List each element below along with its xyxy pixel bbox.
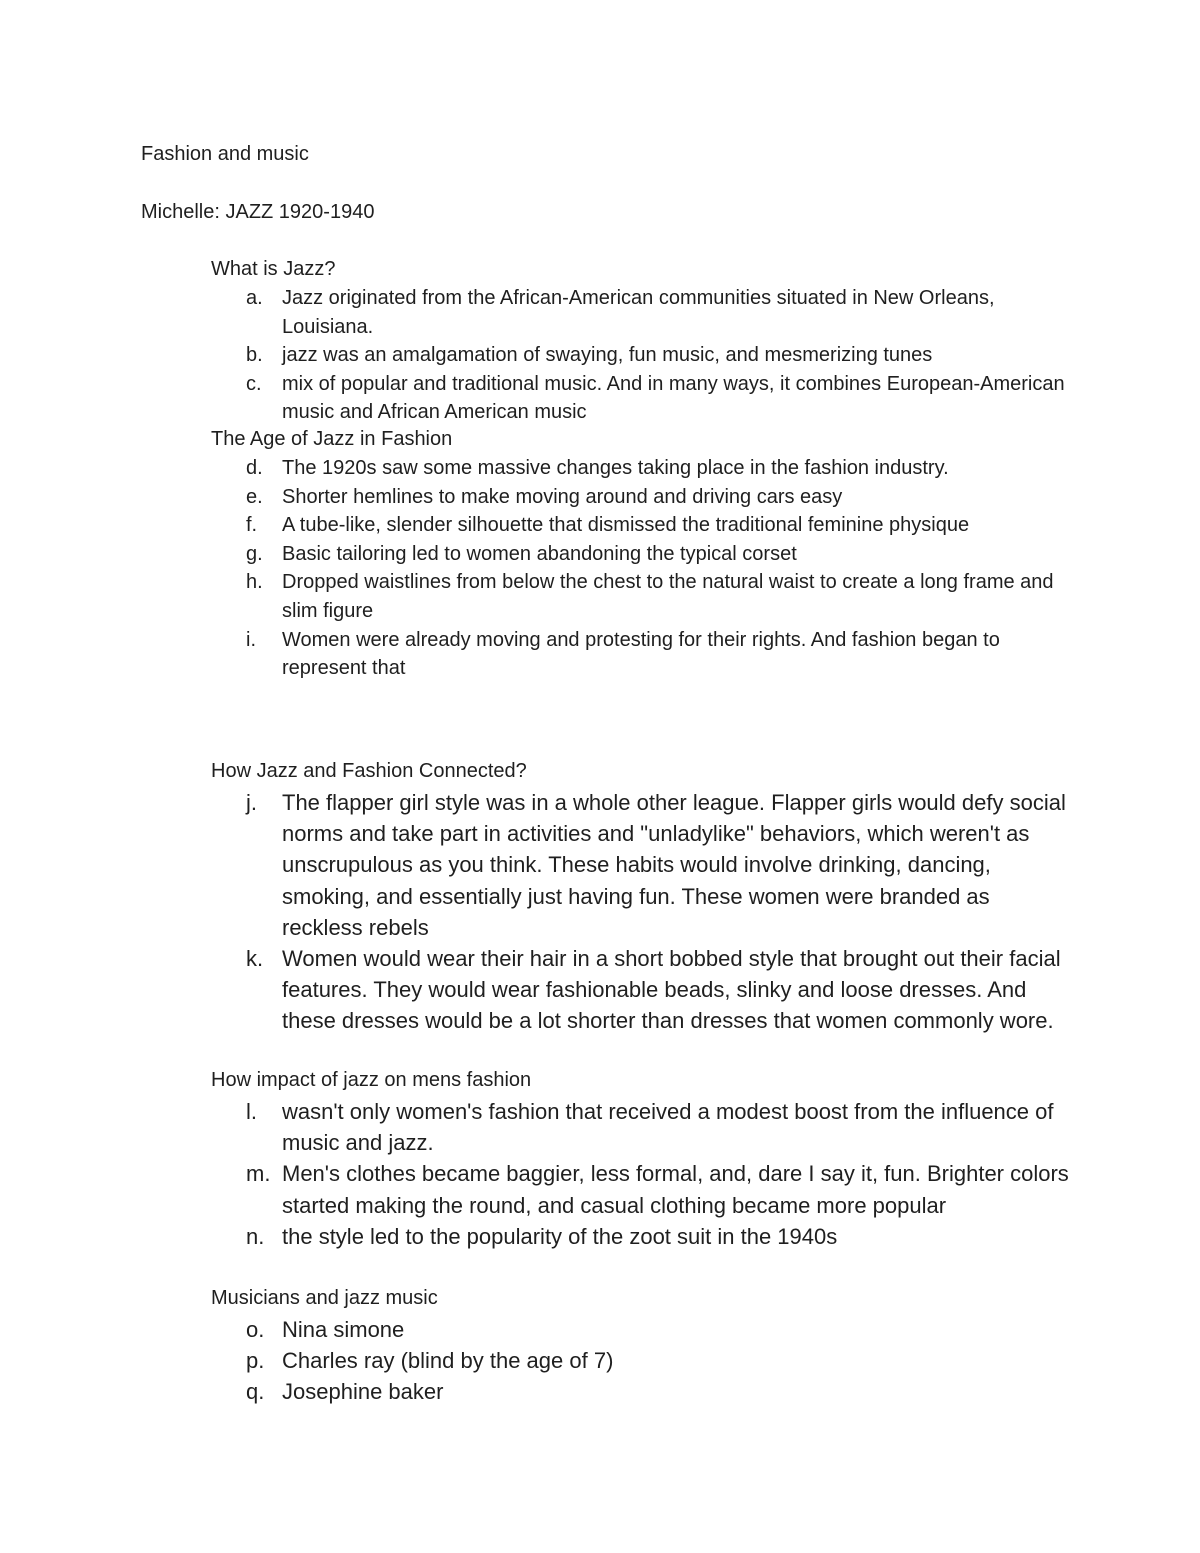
author-line: Michelle: JAZZ 1920-1940 [141, 201, 375, 223]
section-what-is-jazz [211, 255, 1071, 427]
list-item [211, 1158, 1071, 1220]
list-item [211, 284, 1071, 341]
list-marker: a. [246, 287, 263, 309]
list-item [211, 1314, 1071, 1345]
list-item [211, 370, 1071, 427]
list-item [211, 568, 1071, 625]
list-item-text: Jazz originated from the African-American communities situated in New Orleans, Louisiana. [282, 287, 995, 338]
section-heading: Musicians and jazz music [211, 1287, 438, 1309]
section-heading: How Jazz and Fashion Connected? [211, 760, 527, 782]
item-list [211, 284, 1071, 427]
list-item-text: Women would wear their hair in a short bobbed style that brought out their facial features. They would wear fashionable beads, slinky and loose dresses. And these dresses would be a lot shorter than dresses that women commonly wore. [282, 946, 1061, 1034]
list-item-text: Basic tailoring led to women abandoning the typical corset [282, 542, 797, 565]
list-item-text: The flapper girl style was in a whole other league. Flapper girls would defy social norms and take part in activities and "unladylike" behaviors, which weren't as unscrupulous as you think. These habits would involve drinking, dancing, smoking, and essentially just having fun. These women were branded as reckless rebels [282, 790, 1066, 940]
list-item [211, 626, 1071, 683]
item-list [211, 454, 1071, 683]
list-marker: b. [246, 344, 263, 367]
list-item-text: Charles ray (blind by the age of 7) [282, 1348, 614, 1374]
list-marker: o. [246, 1317, 265, 1342]
section-mens-fashion [211, 1065, 1071, 1252]
list-item [211, 943, 1071, 1037]
document-title: Fashion and music [141, 143, 309, 165]
list-item-text: the style led to the popularity of the zoot suit in the 1940s [282, 1223, 838, 1249]
list-item-text: Shorter hemlines to make moving around and driving cars easy [282, 485, 843, 508]
list-marker: i. [246, 628, 256, 651]
section-musicians [211, 1283, 1071, 1408]
list-item-text: jazz was an amalgamation of swaying, fun music, and mesmerizing tunes [282, 344, 933, 367]
item-list [211, 1314, 1071, 1408]
list-marker: l. [246, 1099, 257, 1124]
list-marker: n. [246, 1223, 265, 1249]
list-item-text: Nina simone [282, 1317, 405, 1342]
list-item [211, 1376, 1071, 1407]
list-marker: p. [246, 1348, 265, 1374]
list-marker: m. [246, 1161, 271, 1187]
section-jazz-fashion-connected [211, 756, 1071, 1037]
section-heading: What is Jazz? [211, 258, 336, 280]
list-item-text: Dropped waistlines from below the chest to the natural waist to create a long frame and slim figure [282, 571, 1054, 622]
item-list [211, 1096, 1071, 1252]
list-marker: q. [246, 1379, 265, 1405]
section-age-of-jazz-in-fashion [211, 425, 1071, 683]
item-list [211, 787, 1071, 1037]
list-marker: j. [246, 790, 257, 815]
list-marker: f. [246, 514, 258, 537]
list-item [211, 511, 1071, 540]
list-marker: c. [246, 372, 262, 395]
section-heading: How impact of jazz on mens fashion [211, 1069, 532, 1091]
list-marker: k. [246, 946, 264, 972]
list-item-text: Josephine baker [282, 1379, 444, 1405]
list-item-text: A tube-like, slender silhouette that dismissed the traditional feminine physique [282, 514, 970, 537]
list-marker: g. [246, 542, 263, 565]
list-item [211, 341, 1071, 370]
list-item [211, 1345, 1071, 1376]
list-item-text: wasn't only women's fashion that received a modest boost from the influence of music and jazz. [282, 1099, 1054, 1156]
list-item-text: Men's clothes became baggier, less formal, and, dare I say it, fun. Brighter colors started making the round, and casual clothing became more popular [282, 1161, 1069, 1218]
list-marker: e. [246, 485, 263, 508]
list-marker: h. [246, 571, 263, 594]
list-item-text: Women were already moving and protesting for their rights. And fashion began to represent that [282, 628, 1000, 680]
list-item [211, 454, 1071, 483]
list-item [211, 1221, 1071, 1252]
list-item [211, 483, 1071, 512]
list-item-text: mix of popular and traditional music. And in many ways, it combines European-American music and African American music [282, 372, 1065, 424]
list-marker: d. [246, 457, 263, 479]
section-heading: The Age of Jazz in Fashion [211, 428, 453, 450]
list-item-text: The 1920s saw some massive changes taking place in the fashion industry. [282, 457, 949, 479]
list-item [211, 787, 1071, 943]
list-item [211, 540, 1071, 569]
list-item [211, 1096, 1071, 1158]
